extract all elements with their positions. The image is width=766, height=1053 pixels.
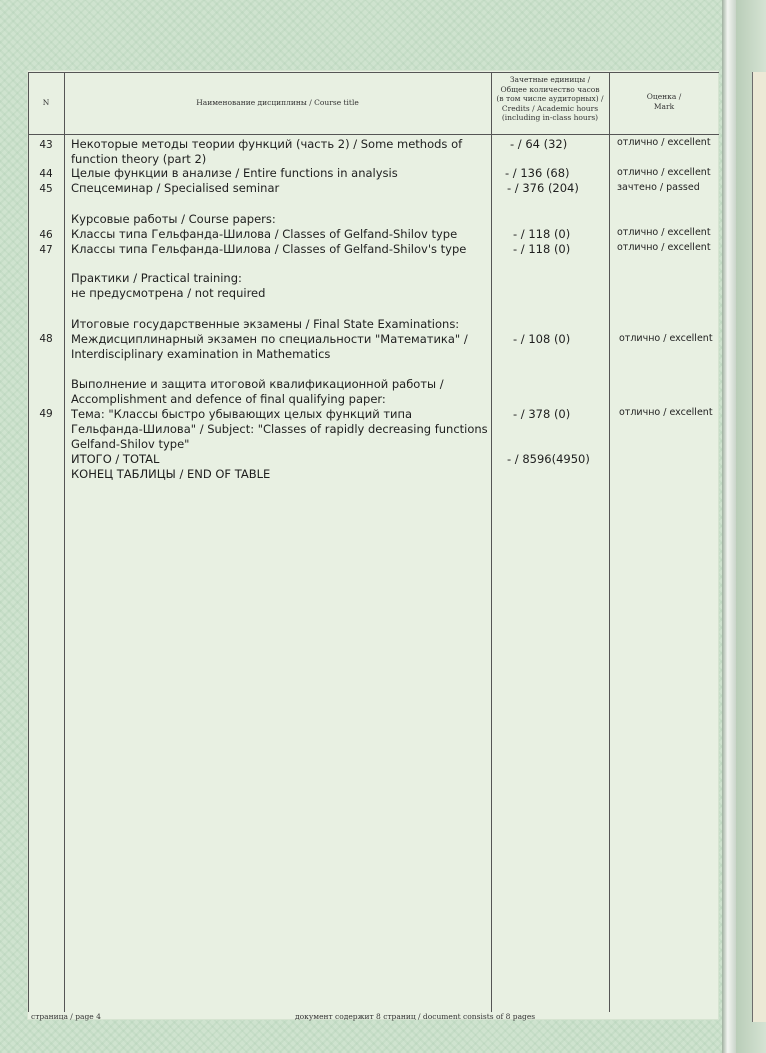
mark-grade: отлично / excellent: [617, 167, 711, 178]
course-title: function theory (part 2): [71, 152, 207, 166]
row-number: 44: [39, 168, 53, 180]
course-title: Accomplishment and defence of final qualifying paper:: [71, 392, 386, 406]
course-title: Междисциплинарный экзамен по специальности "Математика" /: [71, 332, 468, 346]
header-n: N: [42, 98, 50, 107]
table-col-divider-n: [64, 72, 65, 1012]
course-title: КОНЕЦ ТАБЛИЦЫ / END OF TABLE: [71, 467, 271, 481]
table-top-border: [28, 72, 719, 73]
table-left-border: [28, 72, 29, 1012]
course-title: Гельфанда-Шилова" / Subject: "Classes of rapidly decreasing functions: [71, 422, 488, 436]
header-credits: [491, 75, 609, 123]
course-title: ИТОГО / TOTAL: [71, 452, 160, 466]
row-number: 43: [39, 139, 53, 151]
mark-grade: отлично / excellent: [617, 227, 711, 238]
header-mark-line: Mark: [653, 101, 675, 111]
course-title: Interdisciplinary examination in Mathematics: [71, 347, 331, 361]
course-title: не предусмотрена / not required: [71, 286, 266, 300]
credits-hours: - / 378 (0): [513, 407, 571, 421]
row-number: 45: [39, 183, 53, 195]
course-title: Практики / Practical training:: [71, 271, 242, 285]
course-title: Спецсеминар / Specialised seminar: [71, 181, 280, 195]
course-title: Курсовые работы / Course papers:: [71, 212, 276, 226]
header-course-title: Наименование дисциплины / Course title: [196, 98, 359, 107]
course-title: Итоговые государственные экзамены / Final State Examinations:: [71, 317, 460, 331]
mark-grade: зачтено / passed: [617, 182, 700, 193]
course-title: Классы типа Гельфанда-Шилова / Classes of Gelfand-Shilov's type: [71, 242, 467, 256]
row-number: 46: [39, 229, 53, 241]
mark-grade: отлично / excellent: [619, 407, 713, 418]
credits-hours: - / 118 (0): [513, 242, 571, 256]
header-credits-line: (в том числе аудиторных) /: [496, 94, 604, 103]
mark-grade: отлично / excellent: [617, 137, 711, 148]
credits-hours: - / 136 (68): [505, 166, 570, 180]
header-credits-line: Credits / Academic hours: [501, 103, 599, 113]
row-number: 49: [39, 408, 53, 420]
credits-hours: - / 108 (0): [513, 332, 571, 346]
course-title: Gelfand-Shilov type": [71, 437, 190, 451]
credits-hours: - / 376 (204): [507, 181, 579, 195]
course-title: Некоторые методы теории функций (часть 2) / Some methods of: [71, 137, 463, 151]
header-mark: [609, 92, 719, 111]
header-credits-line: (including in-class hours): [501, 113, 599, 122]
row-number: 47: [39, 244, 53, 256]
course-title: Выполнение и защита итоговой квалификационной работы /: [71, 377, 444, 391]
course-title: Классы типа Гельфанда-Шилова / Classes of Gelfand-Shilov type: [71, 227, 458, 241]
document-page-count: документ содержит 8 страниц / document consists of 8 pages: [295, 1012, 536, 1021]
facing-page-inner: [752, 72, 766, 1022]
credits-hours: - / 118 (0): [513, 227, 571, 241]
row-number: 48: [39, 333, 53, 345]
header-credits-line: Зачетные единицы /: [509, 75, 591, 84]
credits-hours: - / 8596(4950): [507, 452, 590, 466]
book-spine: [722, 0, 736, 1053]
course-title: Целые функции в анализе / Entire functions in analysis: [71, 166, 398, 180]
header-credits-line: Общее количество часов: [500, 84, 600, 94]
page-number: страница / page 4: [31, 1012, 101, 1021]
credits-hours: - / 64 (32): [510, 137, 568, 151]
table-col-divider-credits: [609, 72, 610, 1012]
table-col-divider-course: [491, 72, 492, 1012]
table-header-border: [28, 134, 719, 135]
header-mark-line: Оценка /: [646, 92, 682, 101]
course-title: Тема: "Классы быстро убывающих целых функций типа: [71, 407, 413, 421]
mark-grade: отлично / excellent: [619, 333, 713, 344]
mark-grade: отлично / excellent: [617, 242, 711, 253]
